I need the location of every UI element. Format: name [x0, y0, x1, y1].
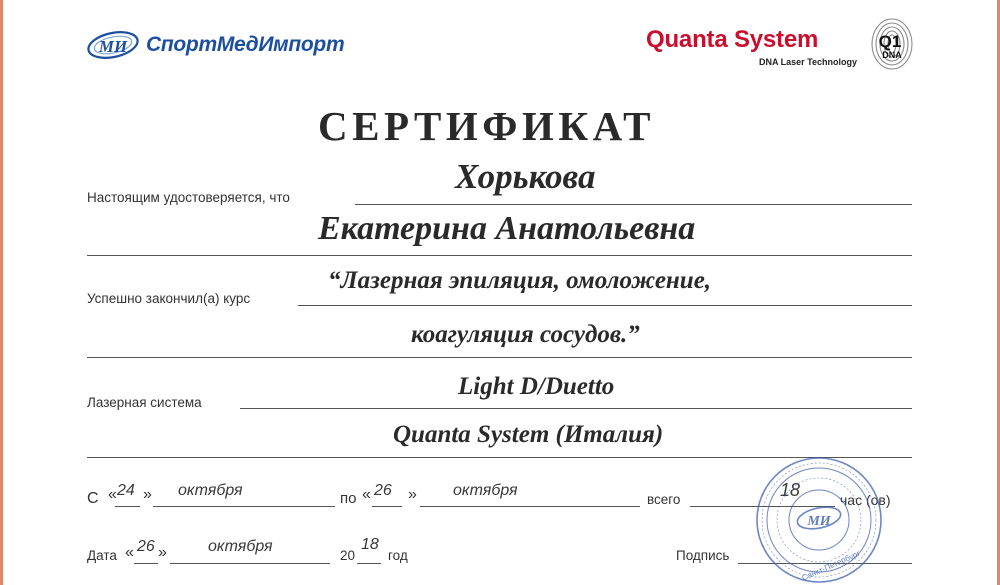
surname-value: Хорькова: [455, 157, 596, 196]
issue-month-line: [170, 563, 330, 564]
hours-value: 18: [780, 480, 801, 500]
from-day-line: [115, 506, 140, 507]
laser-label: Лазерная система: [87, 395, 202, 410]
course-value-2: коагуляция сосудов.”: [411, 321, 640, 348]
laser-line-1: [240, 408, 912, 409]
quanta-tagline: DNA Laser Technology: [759, 57, 858, 67]
year-line: [357, 563, 381, 564]
quanta-system-brand: Quanta System: [646, 26, 819, 53]
year-label: год: [388, 548, 408, 563]
round-stamp-icon: [752, 455, 887, 585]
total-label: всего: [647, 492, 681, 507]
period-from-label: С: [87, 490, 99, 507]
issue-day-value: 26: [137, 538, 155, 555]
from-day-value: 24: [117, 482, 135, 499]
given-names-value: Екатерина Анатольевна: [318, 210, 696, 247]
date-label: Дата: [87, 548, 117, 563]
certify-label: Настоящим удостоверяется, что: [87, 190, 290, 205]
quanta-system-logo: [646, 26, 858, 67]
period-to-label: по: [340, 490, 357, 507]
left-border: [0, 0, 3, 585]
fingerprint-icon: [868, 14, 916, 72]
quote-open-1: «: [108, 486, 117, 503]
svg-text:МИ: МИ: [98, 37, 128, 56]
mi-emblem-icon: [86, 28, 140, 62]
sportmedimport-brand: СпортМедИмпорт: [146, 33, 345, 56]
to-day-line: [372, 506, 402, 507]
svg-text:МИ: МИ: [807, 514, 831, 529]
course-line-1: [298, 305, 912, 306]
year-prefix: 20: [340, 548, 356, 563]
quote-close-3: »: [158, 544, 167, 561]
to-month-line: [420, 506, 640, 507]
issue-month-value: октября: [208, 538, 273, 555]
laser-maker-value: Quanta System (Италия): [393, 421, 664, 448]
name-line: [87, 255, 912, 256]
sportmedimport-logo: [86, 28, 344, 62]
certify-line: [355, 204, 912, 205]
svg-text:Санкт-Петербург: Санкт-Петербург: [800, 548, 862, 583]
certificate-title: СЕРТИФИКАТ: [318, 103, 655, 149]
issue-day-line: [134, 563, 158, 564]
quote-open-3: «: [125, 544, 134, 561]
course-value-1: “Лазерная эпиляция, омоложение,: [328, 267, 712, 294]
quote-close-2: »: [408, 486, 417, 503]
laser-model-value: Light D/Duetto: [458, 373, 615, 400]
to-day-value: 26: [374, 482, 392, 499]
course-label: Успешно закончил(а) курс: [87, 291, 251, 306]
signature-label: Подпись: [676, 548, 730, 563]
hours-label: час (ов): [840, 492, 891, 508]
svg-text:DNA: DNA: [882, 50, 902, 60]
svg-text:Q1: Q1: [878, 32, 902, 51]
from-month-value: октября: [178, 482, 243, 499]
quote-open-2: «: [362, 486, 371, 503]
quote-close-1: »: [143, 486, 152, 503]
from-month-line: [153, 506, 335, 507]
course-line-2: [87, 357, 912, 358]
year-suffix-value: 18: [361, 536, 379, 553]
to-month-value: октября: [453, 482, 518, 499]
